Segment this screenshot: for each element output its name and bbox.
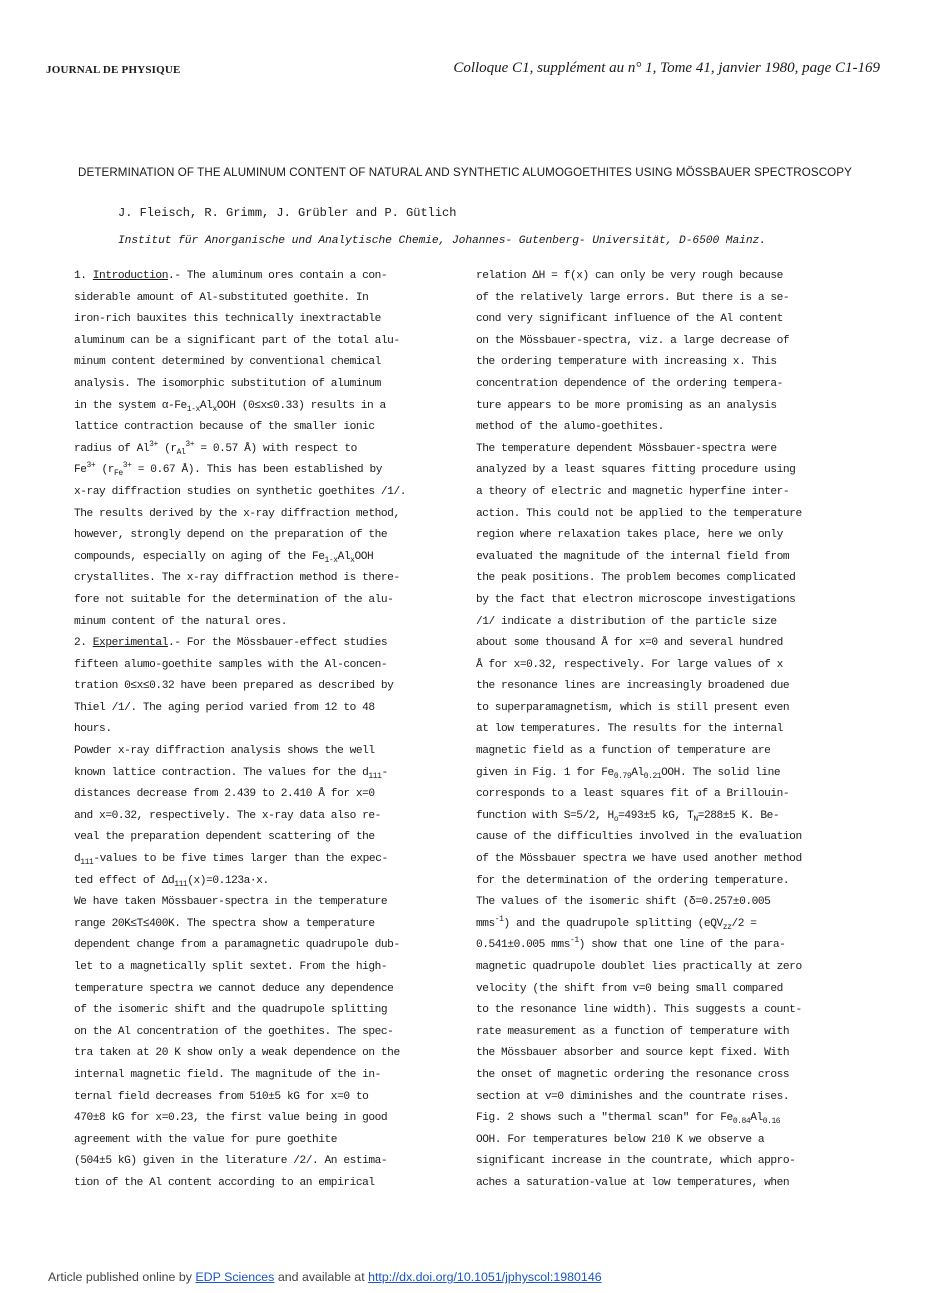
text-line: lattice contraction because of the smaller ionic <box>74 421 375 434</box>
text-line: magnetic field as a function of temperature are <box>476 745 771 758</box>
text-line: Thiel /1/. The aging period varied from 12 to 48 <box>74 701 375 714</box>
right-text-column <box>476 266 862 1195</box>
footer-note <box>48 1270 602 1284</box>
text-line: on the Al concentration of the goethites. The spec- <box>74 1025 394 1038</box>
text-line: range 20K≤T≤400K. The spectra show a temperature <box>74 917 375 930</box>
text-line: the onset of magnetic ordering the resonance cross <box>476 1068 790 1081</box>
text-line: distances decrease from 2.439 to 2.410 Å for x=0 <box>74 788 375 801</box>
journal-name: JOURNAL DE PHYSIQUE <box>46 64 181 76</box>
article-title: DETERMINATION OF THE ALUMINUM CONTENT OF NATURAL AND SYNTHETIC ALUMOGOETHITES USING MÖSSBAUER SPECTROSCOPY <box>78 166 852 179</box>
text-line: of the relatively large errors. But there is a se- <box>476 291 790 304</box>
text-line: minum content of the natural ores. <box>74 615 287 628</box>
text-line: internal magnetic field. The magnitude of the in- <box>74 1068 381 1081</box>
footer-prefix: Article published online by <box>48 1270 196 1284</box>
text-line: $d_{111}$-values to be five times larger than the expec- <box>74 853 388 868</box>
text-line: the resonance lines are increasingly broadened due <box>476 680 790 693</box>
text-line: /1/ indicate a distribution of the particle size <box>476 615 777 628</box>
text-line: relation ΔH = f(x) can only be very rough because <box>476 270 783 282</box>
text-line: radius of $Al^{3+}$ ($r_{Al}^{3+} = 0.57$ Å) with respect to <box>74 439 357 457</box>
text-line: (504±5 kG) given in the literature /2/. An estima- <box>74 1155 388 1168</box>
publisher-link[interactable]: EDP Sciences <box>195 1270 275 1284</box>
text-line: fore not suitable for the determination of the alu- <box>74 593 394 606</box>
text-line: to superparamagnetism, which is still present even <box>476 701 790 714</box>
text-line: given in Fig. 1 for $Fe_{0.79}Al_{0.21}OOH$. The solid line <box>476 766 781 781</box>
text-line: Å for x=0.32, respectively. For large values of x <box>476 658 783 671</box>
text-line: region where relaxation takes place, here we only <box>476 529 783 542</box>
text-line: dependent change from a paramagnetic quadrupole dub- <box>74 939 400 952</box>
affiliation: Institut für Anorganische und Analytische Chemie, Johannes- Gutenberg- Universität, D-6500 Mainz. <box>118 235 766 247</box>
text-line: fifteen alumo-goethite samples with the Al-concen- <box>74 658 388 671</box>
text-line: section at v=0 diminishes and the countrate rises. <box>476 1090 790 1103</box>
text-line: mms$^{-1}$) and the quadrupole splitting (eQV$_{zz}$/2 = <box>476 914 757 932</box>
doi-link[interactable]: http://dx.doi.org/10.1051/jphyscol:1980146 <box>368 1270 602 1284</box>
text-line: a theory of electric and magnetic hyperfine inter- <box>476 485 790 498</box>
text-line: siderable amount of Al-substituted goethite. In <box>74 291 369 304</box>
text-line: in the system $\alpha-Fe_{1-x}Al_xOOH$ (0≤x≤0.33) results in a <box>74 399 386 414</box>
text-line: agreement with the value for pure goethite <box>74 1133 338 1146</box>
text-line: cond very significant influence of the Al content <box>476 313 783 326</box>
text-line: action. This could not be applied to the temperature <box>476 507 802 520</box>
text-line: at low temperatures. The results for the internal <box>476 723 783 736</box>
text-line: however, strongly depend on the preparation of the <box>74 529 388 542</box>
text-line: ture appears to be more promising as an analysis <box>476 399 777 412</box>
author-list: J. Fleisch, R. Grimm, J. Grübler and P. Gütlich <box>118 206 457 220</box>
text-line: 2. Experimental.- For the Mössbauer-effect studies <box>74 637 388 650</box>
text-line: cause of the difficulties involved in the evaluation <box>476 831 802 844</box>
text-line: veal the preparation dependent scattering of the <box>74 831 375 844</box>
text-line: The results derived by the x-ray diffraction method, <box>74 507 400 520</box>
text-line: analyzed by a least squares fitting procedure using <box>476 464 796 477</box>
text-line: the Mössbauer absorber and source kept fixed. With <box>476 1047 790 1060</box>
text-line: iron-rich bauxites this technically inextractable <box>74 313 381 326</box>
text-line: temperature spectra we cannot deduce any dependence <box>74 982 394 995</box>
text-line: tration 0≤x≤0.32 have been prepared as described by <box>74 680 394 693</box>
text-line: velocity (the shift from v=0 being small compared <box>476 982 783 995</box>
text-line: about some thousand Å for x=0 and several hundred <box>476 637 783 650</box>
text-line: magnetic quadrupole doublet lies practically at zero <box>476 961 802 973</box>
text-line: 470±8 kG for x=0.23, the first value being in good <box>74 1112 388 1125</box>
text-line: ternal field decreases from 510±5 kG for x=0 to <box>74 1090 369 1103</box>
text-line: of the isomeric shift and the quadrupole splitting <box>74 1004 388 1017</box>
text-line: on the Mössbauer-spectra, viz. a large decrease of <box>476 334 790 347</box>
text-line: known lattice contraction. The values for the $d_{111}-$ <box>74 766 388 781</box>
text-line: crystallites. The x-ray diffraction method is there- <box>74 572 400 585</box>
left-text-column <box>74 266 462 1195</box>
text-line: let to a magnetically split sextet. From the high- <box>74 961 388 973</box>
text-line: Powder x-ray diffraction analysis shows the well <box>74 745 375 758</box>
text-line: aches a saturation-value at low temperatures, when <box>476 1176 790 1189</box>
text-line: 0.541±0.005 mms$^{-1}$) show that one line of the para- <box>476 936 786 952</box>
text-line: to the resonance line width). This suggests a count- <box>476 1004 802 1017</box>
text-line: concentration dependence of the ordering tempera- <box>476 377 783 390</box>
text-line: of the Mössbauer spectra we have used another method <box>476 853 802 866</box>
text-line: We have taken Mössbauer-spectra in the temperature <box>74 896 388 909</box>
text-line: rate measurement as a function of temperature with <box>476 1025 790 1038</box>
text-line: Fig. 2 shows such a "thermal scan" for $Fe_{0.84}Al_{0.16}$ <box>476 1112 781 1127</box>
text-line: corresponds to a least squares fit of a Brillouin- <box>476 788 790 801</box>
text-line: analysis. The isomorphic substitution of aluminum <box>74 377 381 390</box>
text-line: 1. Introduction.- The aluminum ores contain a con- <box>74 270 388 282</box>
text-line: significant increase in the countrate, which appro- <box>476 1155 796 1168</box>
citation-line: Colloque C1, supplément au n° 1, Tome 41, janvier 1980, page C1-169 <box>453 60 880 76</box>
text-line: by the fact that electron microscope investigations <box>476 593 796 606</box>
text-line: tra taken at 20 K show only a weak dependence on the <box>74 1047 400 1060</box>
text-line: hours. <box>74 723 112 736</box>
text-line: the peak positions. The problem becomes complicated <box>476 572 796 585</box>
text-line: x-ray diffraction studies on synthetic goethites /1/. <box>74 485 406 498</box>
text-line: compounds, especially on aging of the $Fe_{1-x}Al_xOOH$ <box>74 550 374 565</box>
footer-middle: and available at <box>274 1270 369 1284</box>
text-line: ted effect of $\Delta d_{111}(x)=0.123a\cdot x$. <box>74 874 269 889</box>
text-line: the ordering temperature with increasing x. This <box>476 356 777 369</box>
text-line: The temperature dependent Mössbauer-spectra were <box>476 442 777 455</box>
text-line: OOH. For temperatures below 210 K we observe a <box>476 1133 765 1146</box>
text-line: tion of the Al content according to an empirical <box>74 1176 375 1189</box>
text-line: aluminum can be a significant part of the total alu- <box>74 334 400 347</box>
text-line: function with S=5/2, $H_o=493\pm 5$ kG, $T_N=288\pm 5$ K. Be- <box>476 809 780 824</box>
text-line: for the determination of the ordering temperature. <box>476 874 790 887</box>
text-line: method of the alumo-goethites. <box>476 421 664 434</box>
text-line: $Fe^{3+}$ ($r_{Fe}^{3+} = 0.67$ Å). This has been established by <box>74 461 382 479</box>
text-line: minum content determined by conventional chemical <box>74 356 381 369</box>
text-line: evaluated the magnitude of the internal field from <box>476 550 790 563</box>
text-line: and x=0.32, respectively. The x-ray data also re- <box>74 809 381 822</box>
text-line: The values of the isomeric shift (δ=0.257±0.005 <box>476 896 771 909</box>
